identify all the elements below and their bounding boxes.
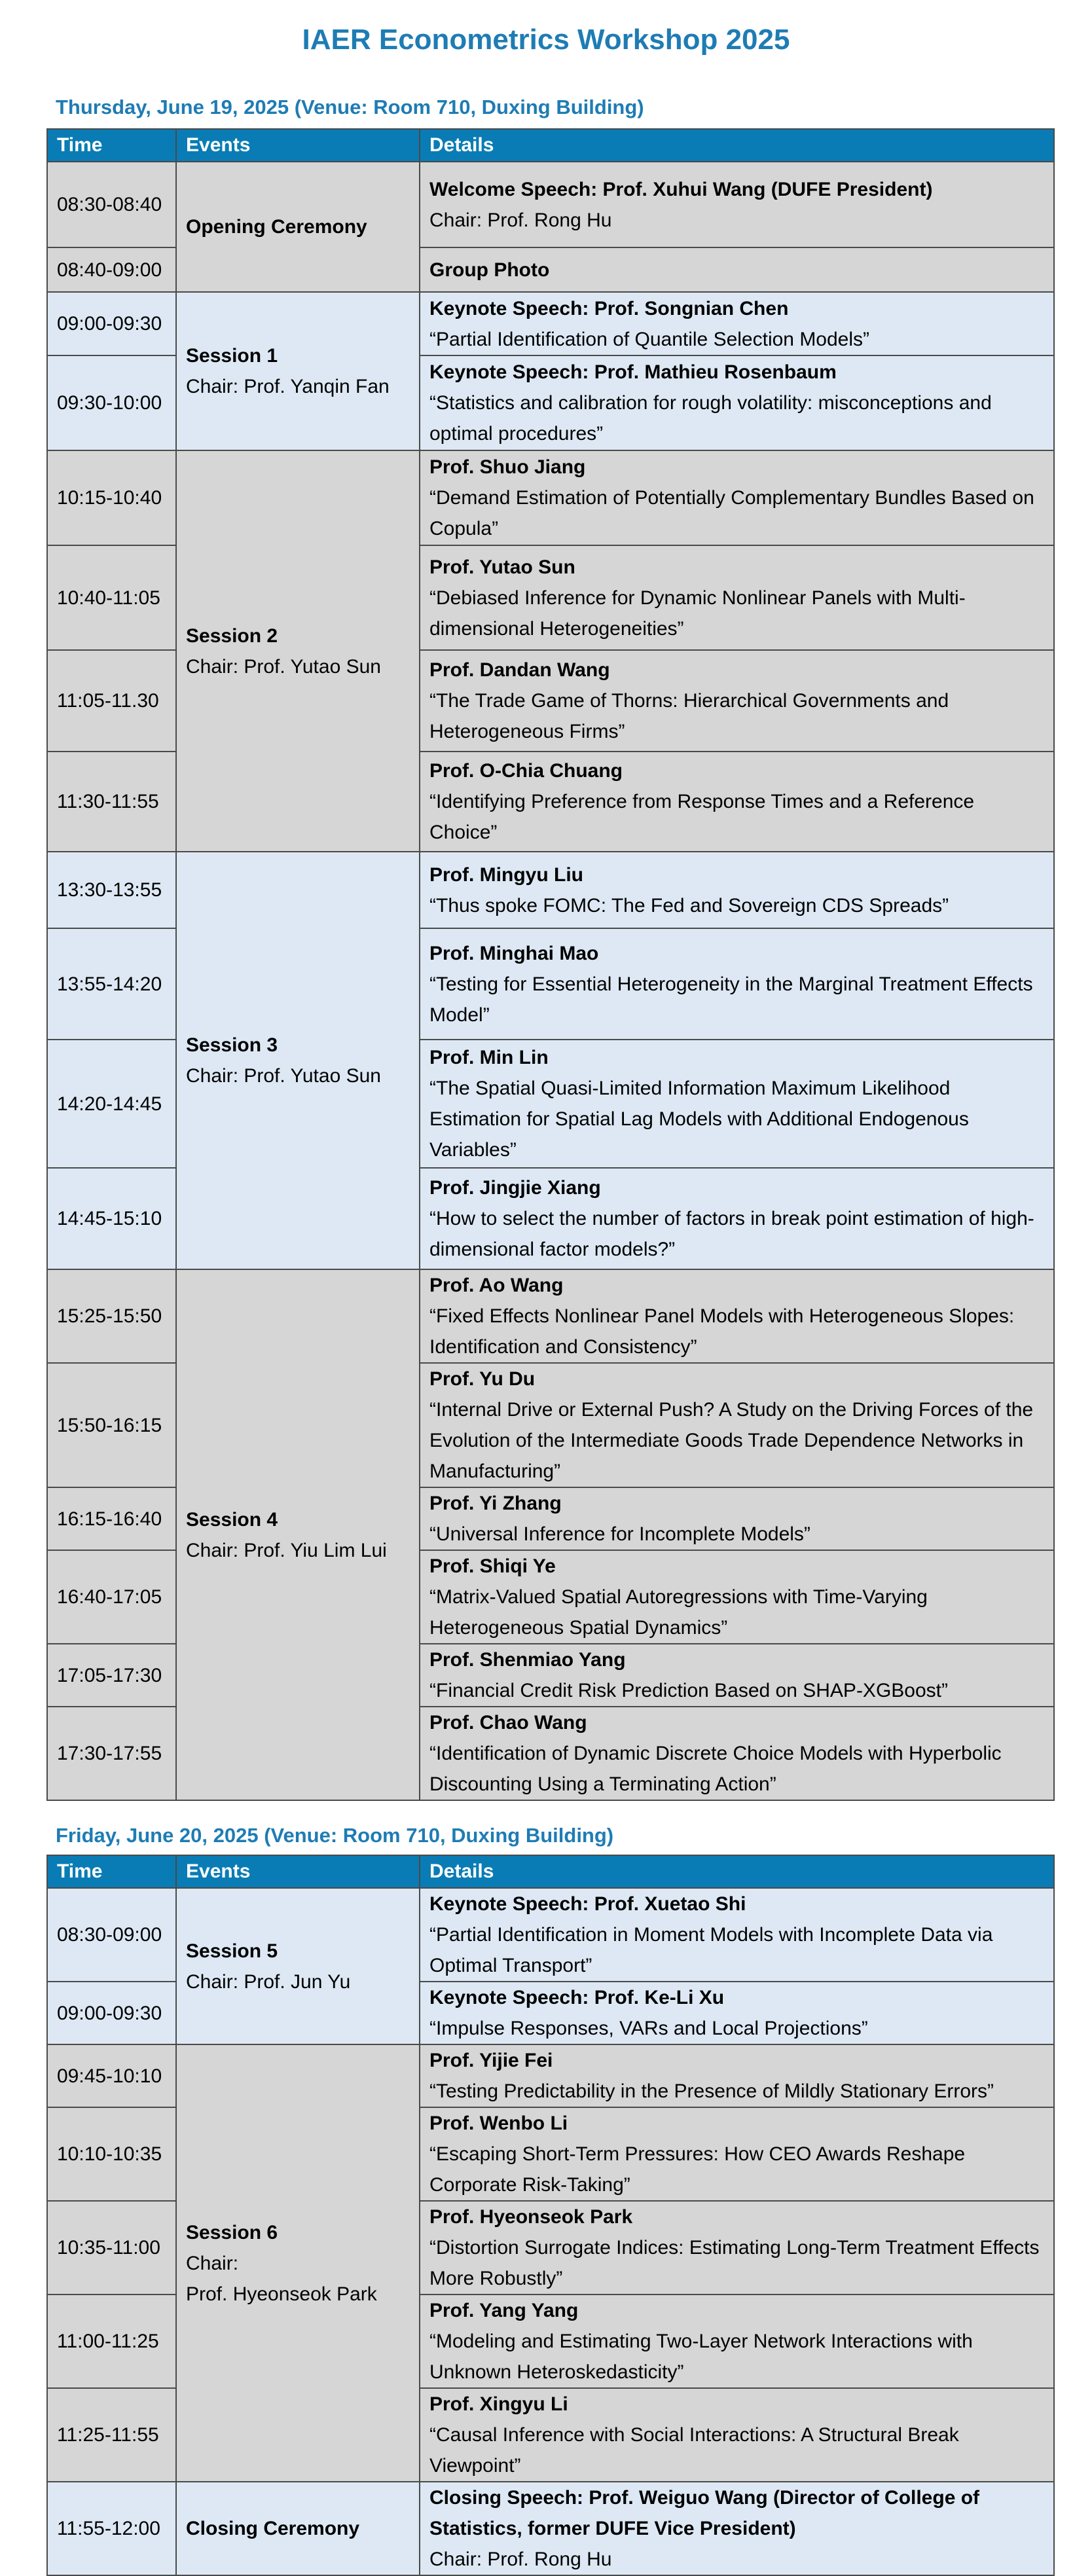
table-row <box>47 450 1054 545</box>
talk-title: “Modeling and Estimating Two-Layer Network Interactions with Unknown Heteroskedasticity” <box>429 2331 973 2383</box>
time-cell: 11:25-11:55 <box>47 2388 176 2482</box>
details-cell <box>420 450 1054 545</box>
event-chair: Chair: Prof. Jun Yu <box>186 1970 351 1993</box>
time-cell: 09:00-09:30 <box>47 292 176 355</box>
talk-title: “Testing Predictability in the Presence of Mildly Stationary Errors” <box>429 2080 994 2102</box>
time-cell: 11:05-11.30 <box>47 650 176 752</box>
speaker: Keynote Speech: Prof. Songnian Chen <box>429 297 789 319</box>
speaker: Keynote Speech: Prof. Mathieu Rosenbaum <box>429 361 837 383</box>
event-title: Session 2 <box>186 625 278 647</box>
time-cell: 08:40-09:00 <box>47 247 176 292</box>
details-cell <box>420 2201 1054 2295</box>
event-title: Closing Ceremony <box>186 2518 360 2539</box>
talk-title: “How to select the number of factors in break point estimation of high-dimensional factor models?” <box>429 1208 1034 1260</box>
speaker: Keynote Speech: Prof. Xuetao Shi <box>429 1893 746 1915</box>
details-cell <box>420 1487 1054 1550</box>
speaker: Prof. Jingjie Xiang <box>429 1177 601 1199</box>
day1-schedule-table <box>46 128 1055 1801</box>
time-cell: 08:30-08:40 <box>47 162 176 247</box>
table-row <box>47 2482 1054 2575</box>
event-title: Session 4 <box>186 1508 278 1531</box>
event-title: Session 1 <box>186 345 278 367</box>
talk-title: “Thus spoke FOMC: The Fed and Sovereign CDS Spreads” <box>429 894 949 916</box>
speaker: Prof. O-Chia Chuang <box>429 760 623 782</box>
talk-title: “Demand Estimation of Potentially Complementary Bundles Based on Copula” <box>429 487 1034 539</box>
details-cell <box>420 162 1054 247</box>
time-cell: 11:00-11:25 <box>47 2295 176 2388</box>
details-cell <box>420 292 1054 355</box>
time-cell: 13:55-14:20 <box>47 928 176 1040</box>
time-cell: 16:15-16:40 <box>47 1487 176 1550</box>
speaker: Welcome Speech: Prof. Xuhui Wang (DUFE President) <box>429 178 933 200</box>
time-cell: 15:50-16:15 <box>47 1363 176 1487</box>
talk-title: Chair: Prof. Rong Hu <box>429 209 612 231</box>
header-details: Details <box>420 1855 1054 1888</box>
talk-title: “Partial Identification of Quantile Selection Models” <box>429 328 870 350</box>
talk-title: “Internal Drive or External Push? A Study on the Driving Forces of the Evolution of the Intermediate Goods Trade Dependence Networks in Manufacturing” <box>429 1399 1034 1482</box>
time-cell: 14:20-14:45 <box>47 1040 176 1168</box>
time-cell: 15:25-15:50 <box>47 1269 176 1363</box>
event-chair: Chair: Prof. Yanqin Fan <box>186 376 390 397</box>
details-cell <box>420 2482 1054 2575</box>
event-title: Session 6 <box>186 2221 278 2243</box>
details-cell <box>420 247 1054 292</box>
speaker: Prof. Dandan Wang <box>429 659 610 681</box>
details-cell <box>420 1550 1054 1644</box>
event-title: Session 3 <box>186 1034 278 1056</box>
details-cell <box>420 2295 1054 2388</box>
speaker: Prof. Xingyu Li <box>429 2393 568 2415</box>
talk-title: “Matrix-Valued Spatial Autoregressions with Time-Varying Heterogeneous Spatial Dynamics” <box>429 1586 928 1639</box>
speaker: Closing Speech: Prof. Weiguo Wang (Director of College of Statistics, former DUFE Vice President) <box>429 2487 980 2539</box>
talk-title: “Impulse Responses, VARs and Local Projections” <box>429 2018 868 2039</box>
talk-title: “The Trade Game of Thorns: Hierarchical Governments and Heterogeneous Firms” <box>429 690 949 742</box>
table-row <box>47 1269 1054 1363</box>
time-cell: 11:30-11:55 <box>47 752 176 852</box>
speaker: Prof. Yu Du <box>429 1368 536 1390</box>
event-chair: Chair: Prof. Yiu Lim Lui <box>186 1539 387 1561</box>
event-cell <box>176 1269 420 1800</box>
details-cell <box>420 1363 1054 1487</box>
page-title: IAER Econometrics Workshop 2025 <box>302 24 790 56</box>
talk-title: Chair: Prof. Rong Hu <box>429 2549 612 2570</box>
event-title: Opening Ceremony <box>186 216 367 238</box>
talk-title: “Causal Inference with Social Interactions: A Structural Break Viewpoint” <box>429 2424 959 2476</box>
event-cell <box>176 2044 420 2482</box>
time-cell: 11:55-12:00 <box>47 2482 176 2575</box>
details-cell <box>420 852 1054 928</box>
table-row <box>47 852 1054 928</box>
time-cell: 09:30-10:00 <box>47 355 176 450</box>
speaker: Prof. Yijie Fei <box>429 2050 553 2071</box>
table-row <box>47 292 1054 355</box>
table-header-row <box>47 129 1054 162</box>
event-cell <box>176 852 420 1269</box>
speaker: Prof. Shiqi Ye <box>429 1555 556 1577</box>
talk-title: “Identification of Dynamic Discrete Choice Models with Hyperbolic Discounting Using a Terminating Action” <box>429 1743 1002 1795</box>
details-cell <box>420 650 1054 752</box>
speaker: Group Photo <box>429 259 550 281</box>
day1-heading: Thursday, June 19, 2025 (Venue: Room 710, Duxing Building) <box>56 96 644 118</box>
details-cell <box>420 1888 1054 1982</box>
talk-title: “Escaping Short-Term Pressures: How CEO Awards Reshape Corporate Risk-Taking” <box>429 2143 966 2196</box>
details-cell <box>420 545 1054 650</box>
time-cell: 08:30-09:00 <box>47 1888 176 1982</box>
day2-schedule-table <box>46 1855 1055 2576</box>
talk-title: “Partial Identification in Moment Models with Incomplete Data via Optimal Transport” <box>429 1924 993 1976</box>
table-row <box>47 162 1054 247</box>
details-cell <box>420 1168 1054 1269</box>
time-cell: 17:30-17:55 <box>47 1707 176 1800</box>
time-cell: 13:30-13:55 <box>47 852 176 928</box>
details-cell <box>420 1644 1054 1707</box>
details-cell <box>420 752 1054 852</box>
talk-title: “Universal Inference for Incomplete Models” <box>429 1523 810 1545</box>
talk-title: “Statistics and calibration for rough volatility: misconceptions and optimal procedures” <box>429 392 992 444</box>
speaker: Prof. Hyeonseok Park <box>429 2206 633 2228</box>
speaker: Prof. Ao Wang <box>429 1275 564 1296</box>
table-row <box>47 2044 1054 2107</box>
time-cell: 09:00-09:30 <box>47 1982 176 2044</box>
talk-title: “The Spatial Quasi-Limited Information Maximum Likelihood Estimation for Spatial Lag Models with Additional Endogenous Variables” <box>429 1078 969 1161</box>
header-events: Events <box>176 1855 420 1888</box>
talk-title: “Distortion Surrogate Indices: Estimating Long-Term Treatment Effects More Robustly” <box>429 2237 1040 2289</box>
talk-title: “Financial Credit Risk Prediction Based on SHAP-XGBoost” <box>429 1680 948 1701</box>
event-cell <box>176 2482 420 2575</box>
talk-title: “Testing for Essential Heterogeneity in the Marginal Treatment Effects Model” <box>429 973 1033 1026</box>
table-row <box>47 1888 1054 1982</box>
details-cell <box>420 1269 1054 1363</box>
event-cell <box>176 292 420 450</box>
day2-heading: Friday, June 20, 2025 (Venue: Room 710, Duxing Building) <box>56 1824 614 1847</box>
talk-title: “Identifying Preference from Response Times and a Reference Choice” <box>429 791 975 843</box>
talk-title: “Debiased Inference for Dynamic Nonlinear Panels with Multi-dimensional Heterogeneities” <box>429 587 966 640</box>
event-chair: Chair: <box>186 2252 239 2274</box>
time-cell: 16:40-17:05 <box>47 1550 176 1644</box>
event-cell <box>176 1888 420 2044</box>
details-cell <box>420 355 1054 450</box>
time-cell: 10:40-11:05 <box>47 545 176 650</box>
event-chair-name: Prof. Hyeonseok Park <box>186 2283 377 2305</box>
details-cell <box>420 2044 1054 2107</box>
table-header-row <box>47 1855 1054 1888</box>
details-cell <box>420 1040 1054 1168</box>
header-events: Events <box>176 129 420 162</box>
time-cell: 09:45-10:10 <box>47 2044 176 2107</box>
header-time: Time <box>47 1855 176 1888</box>
time-cell: 10:15-10:40 <box>47 450 176 545</box>
speaker: Prof. Chao Wang <box>429 1712 587 1733</box>
details-cell <box>420 1707 1054 1800</box>
details-cell <box>420 2388 1054 2482</box>
event-cell <box>176 162 420 292</box>
talk-title: “Fixed Effects Nonlinear Panel Models with Heterogeneous Slopes: Identification and Consistency” <box>429 1305 1015 1358</box>
speaker: Prof. Yi Zhang <box>429 1493 562 1514</box>
speaker: Prof. Yang Yang <box>429 2300 579 2321</box>
details-cell <box>420 1982 1054 2044</box>
time-cell: 17:05-17:30 <box>47 1644 176 1707</box>
speaker: Prof. Yutao Sun <box>429 556 575 578</box>
speaker: Prof. Shenmiao Yang <box>429 1649 626 1671</box>
details-cell <box>420 928 1054 1040</box>
speaker: Prof. Minghai Mao <box>429 942 599 964</box>
event-chair: Chair: Prof. Yutao Sun <box>186 655 381 678</box>
header-details: Details <box>420 129 1054 162</box>
speaker: Prof. Min Lin <box>429 1047 549 1068</box>
speaker: Prof. Wenbo Li <box>429 2113 568 2134</box>
speaker: Prof. Mingyu Liu <box>429 863 583 886</box>
speaker: Keynote Speech: Prof. Ke-Li Xu <box>429 1987 725 2008</box>
header-time: Time <box>47 129 176 162</box>
event-title: Session 5 <box>186 1940 278 1962</box>
speaker: Prof. Shuo Jiang <box>429 456 586 478</box>
event-chair: Chair: Prof. Yutao Sun <box>186 1065 381 1087</box>
details-cell <box>420 2107 1054 2201</box>
event-cell <box>176 450 420 852</box>
time-cell: 14:45-15:10 <box>47 1168 176 1269</box>
time-cell: 10:10-10:35 <box>47 2107 176 2201</box>
time-cell: 10:35-11:00 <box>47 2201 176 2295</box>
